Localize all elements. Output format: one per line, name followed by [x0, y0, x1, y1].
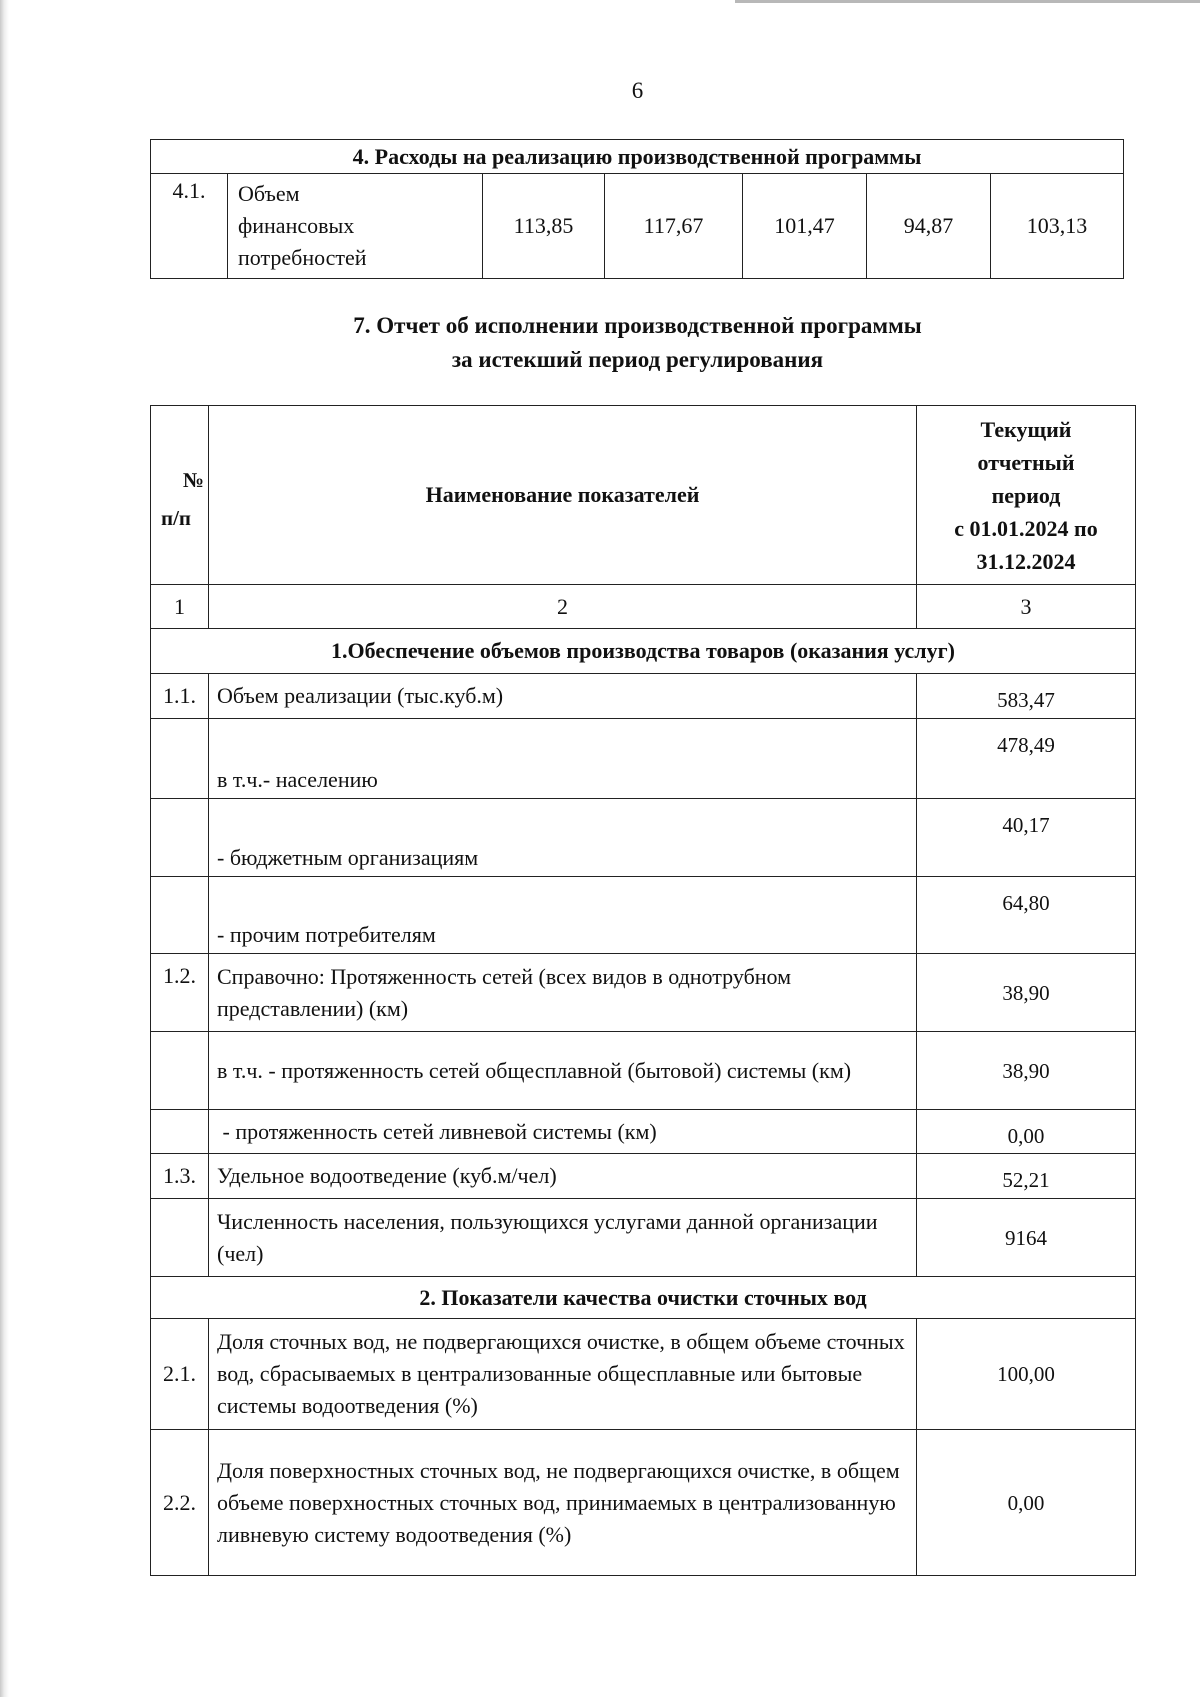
row-name: - протяженность сетей ливневой системы (км)	[209, 1110, 917, 1154]
row-name: в т.ч. - протяженность сетей общесплавной (бытовой) системы (км)	[209, 1032, 917, 1110]
row-value: 0,00	[917, 1430, 1136, 1576]
column-number-row	[151, 585, 1136, 629]
table-row	[151, 799, 1136, 877]
table-row	[151, 719, 1136, 799]
row-value: 38,90	[917, 1032, 1136, 1110]
row-number	[151, 799, 209, 877]
row-value: 40,17	[917, 799, 1136, 877]
table-row	[151, 1032, 1136, 1110]
header-period-line: период	[991, 482, 1061, 508]
row-name	[228, 174, 483, 279]
header-period	[917, 406, 1136, 585]
row-value: 38,90	[917, 954, 1136, 1032]
header-period-line: отчетный	[977, 449, 1075, 475]
header-number-symbol: №	[182, 468, 204, 492]
table-row	[151, 1319, 1136, 1430]
row-value: 94,87	[867, 174, 991, 279]
header-row	[151, 406, 1136, 585]
table-row	[151, 877, 1136, 954]
row-number: 1.2.	[151, 954, 209, 1032]
scan-top-line	[735, 0, 1200, 3]
row-name: Доля сточных вод, не подвергающихся очистке, в общем объеме сточных вод, сбрасываемых в централизованные общесплавные или бытовые системы водоотведения (%)	[209, 1319, 917, 1430]
table-row	[151, 674, 1136, 719]
row-name: Доля поверхностных сточных вод, не подвергающихся очистке, в общем объеме поверхностных сточных вод, принимаемых в централизованную ливневую систему водоотведения (%)	[209, 1430, 917, 1576]
row-name: Справочно: Протяженность сетей (всех видов в однотрубном представлении) (км)	[209, 954, 917, 1032]
row-number	[151, 877, 209, 954]
header-period-line: 31.12.2024	[976, 548, 1076, 574]
row-name: Удельное водоотведение (куб.м/чел)	[209, 1154, 917, 1199]
row-value: 103,13	[991, 174, 1124, 279]
row-name: в т.ч.- населению	[209, 719, 917, 799]
section-title: 2. Показатели качества очистки сточных вод	[151, 1277, 1136, 1319]
row-number	[151, 1032, 209, 1110]
section-title: 1.Обеспечение объемов производства товаров (оказания услуг)	[151, 629, 1136, 674]
column-number: 3	[917, 585, 1136, 629]
row-value: 478,49	[917, 719, 1136, 799]
row-number: 2.1.	[151, 1319, 209, 1430]
expenses-section-title: 4. Расходы на реализацию производственной программы	[151, 140, 1124, 174]
row-value: 52,21	[917, 1154, 1136, 1199]
table-row	[151, 1430, 1136, 1576]
scan-edge-shadow	[0, 0, 9, 1697]
row-number: 1.1.	[151, 674, 209, 719]
header-period-line: Текущий	[980, 416, 1072, 442]
row-number	[151, 1199, 209, 1277]
row-value: 101,47	[743, 174, 867, 279]
header-number-pp: п/п	[161, 506, 192, 530]
expenses-section-row	[151, 140, 1124, 174]
row-value: 9164	[917, 1199, 1136, 1277]
section-row	[151, 1277, 1136, 1319]
row-value: 583,47	[917, 674, 1136, 719]
row-value: 117,67	[605, 174, 743, 279]
page-number: 6	[631, 78, 644, 103]
row-value: 100,00	[917, 1319, 1136, 1430]
row-number	[151, 1110, 209, 1154]
row-name: Численность населения, пользующихся услугами данной организации (чел)	[209, 1199, 917, 1277]
row-name-line: Объем	[238, 181, 300, 206]
table-row	[151, 1199, 1136, 1277]
header-number-cell	[151, 406, 209, 585]
header-name: Наименование показателей	[209, 406, 917, 585]
row-name: - бюджетным организациям	[209, 799, 917, 877]
section-heading	[0, 309, 1200, 377]
row-name-line: финансовых	[238, 213, 355, 238]
section-row	[151, 629, 1136, 674]
section-heading-line: 7. Отчет об исполнении производственной программы	[353, 313, 922, 338]
row-number	[151, 719, 209, 799]
report-table	[150, 405, 1136, 1576]
table-row	[151, 1154, 1136, 1199]
row-number: 2.2.	[151, 1430, 209, 1576]
column-number: 2	[209, 585, 917, 629]
table-row	[151, 954, 1136, 1032]
table-row	[151, 174, 1124, 279]
table-row	[151, 1110, 1136, 1154]
row-name: Объем реализации (тыс.куб.м)	[209, 674, 917, 719]
row-number: 4.1.	[151, 174, 228, 279]
row-value: 0,00	[917, 1110, 1136, 1154]
row-number: 1.3.	[151, 1154, 209, 1199]
expenses-table	[150, 139, 1124, 279]
row-value: 113,85	[483, 174, 605, 279]
header-period-line: с 01.01.2024 по	[954, 515, 1098, 541]
row-value: 64,80	[917, 877, 1136, 954]
column-number: 1	[151, 585, 209, 629]
row-name: - прочим потребителям	[209, 877, 917, 954]
row-name-line: потребностей	[238, 245, 367, 270]
section-heading-line: за истекший период регулирования	[451, 347, 824, 372]
